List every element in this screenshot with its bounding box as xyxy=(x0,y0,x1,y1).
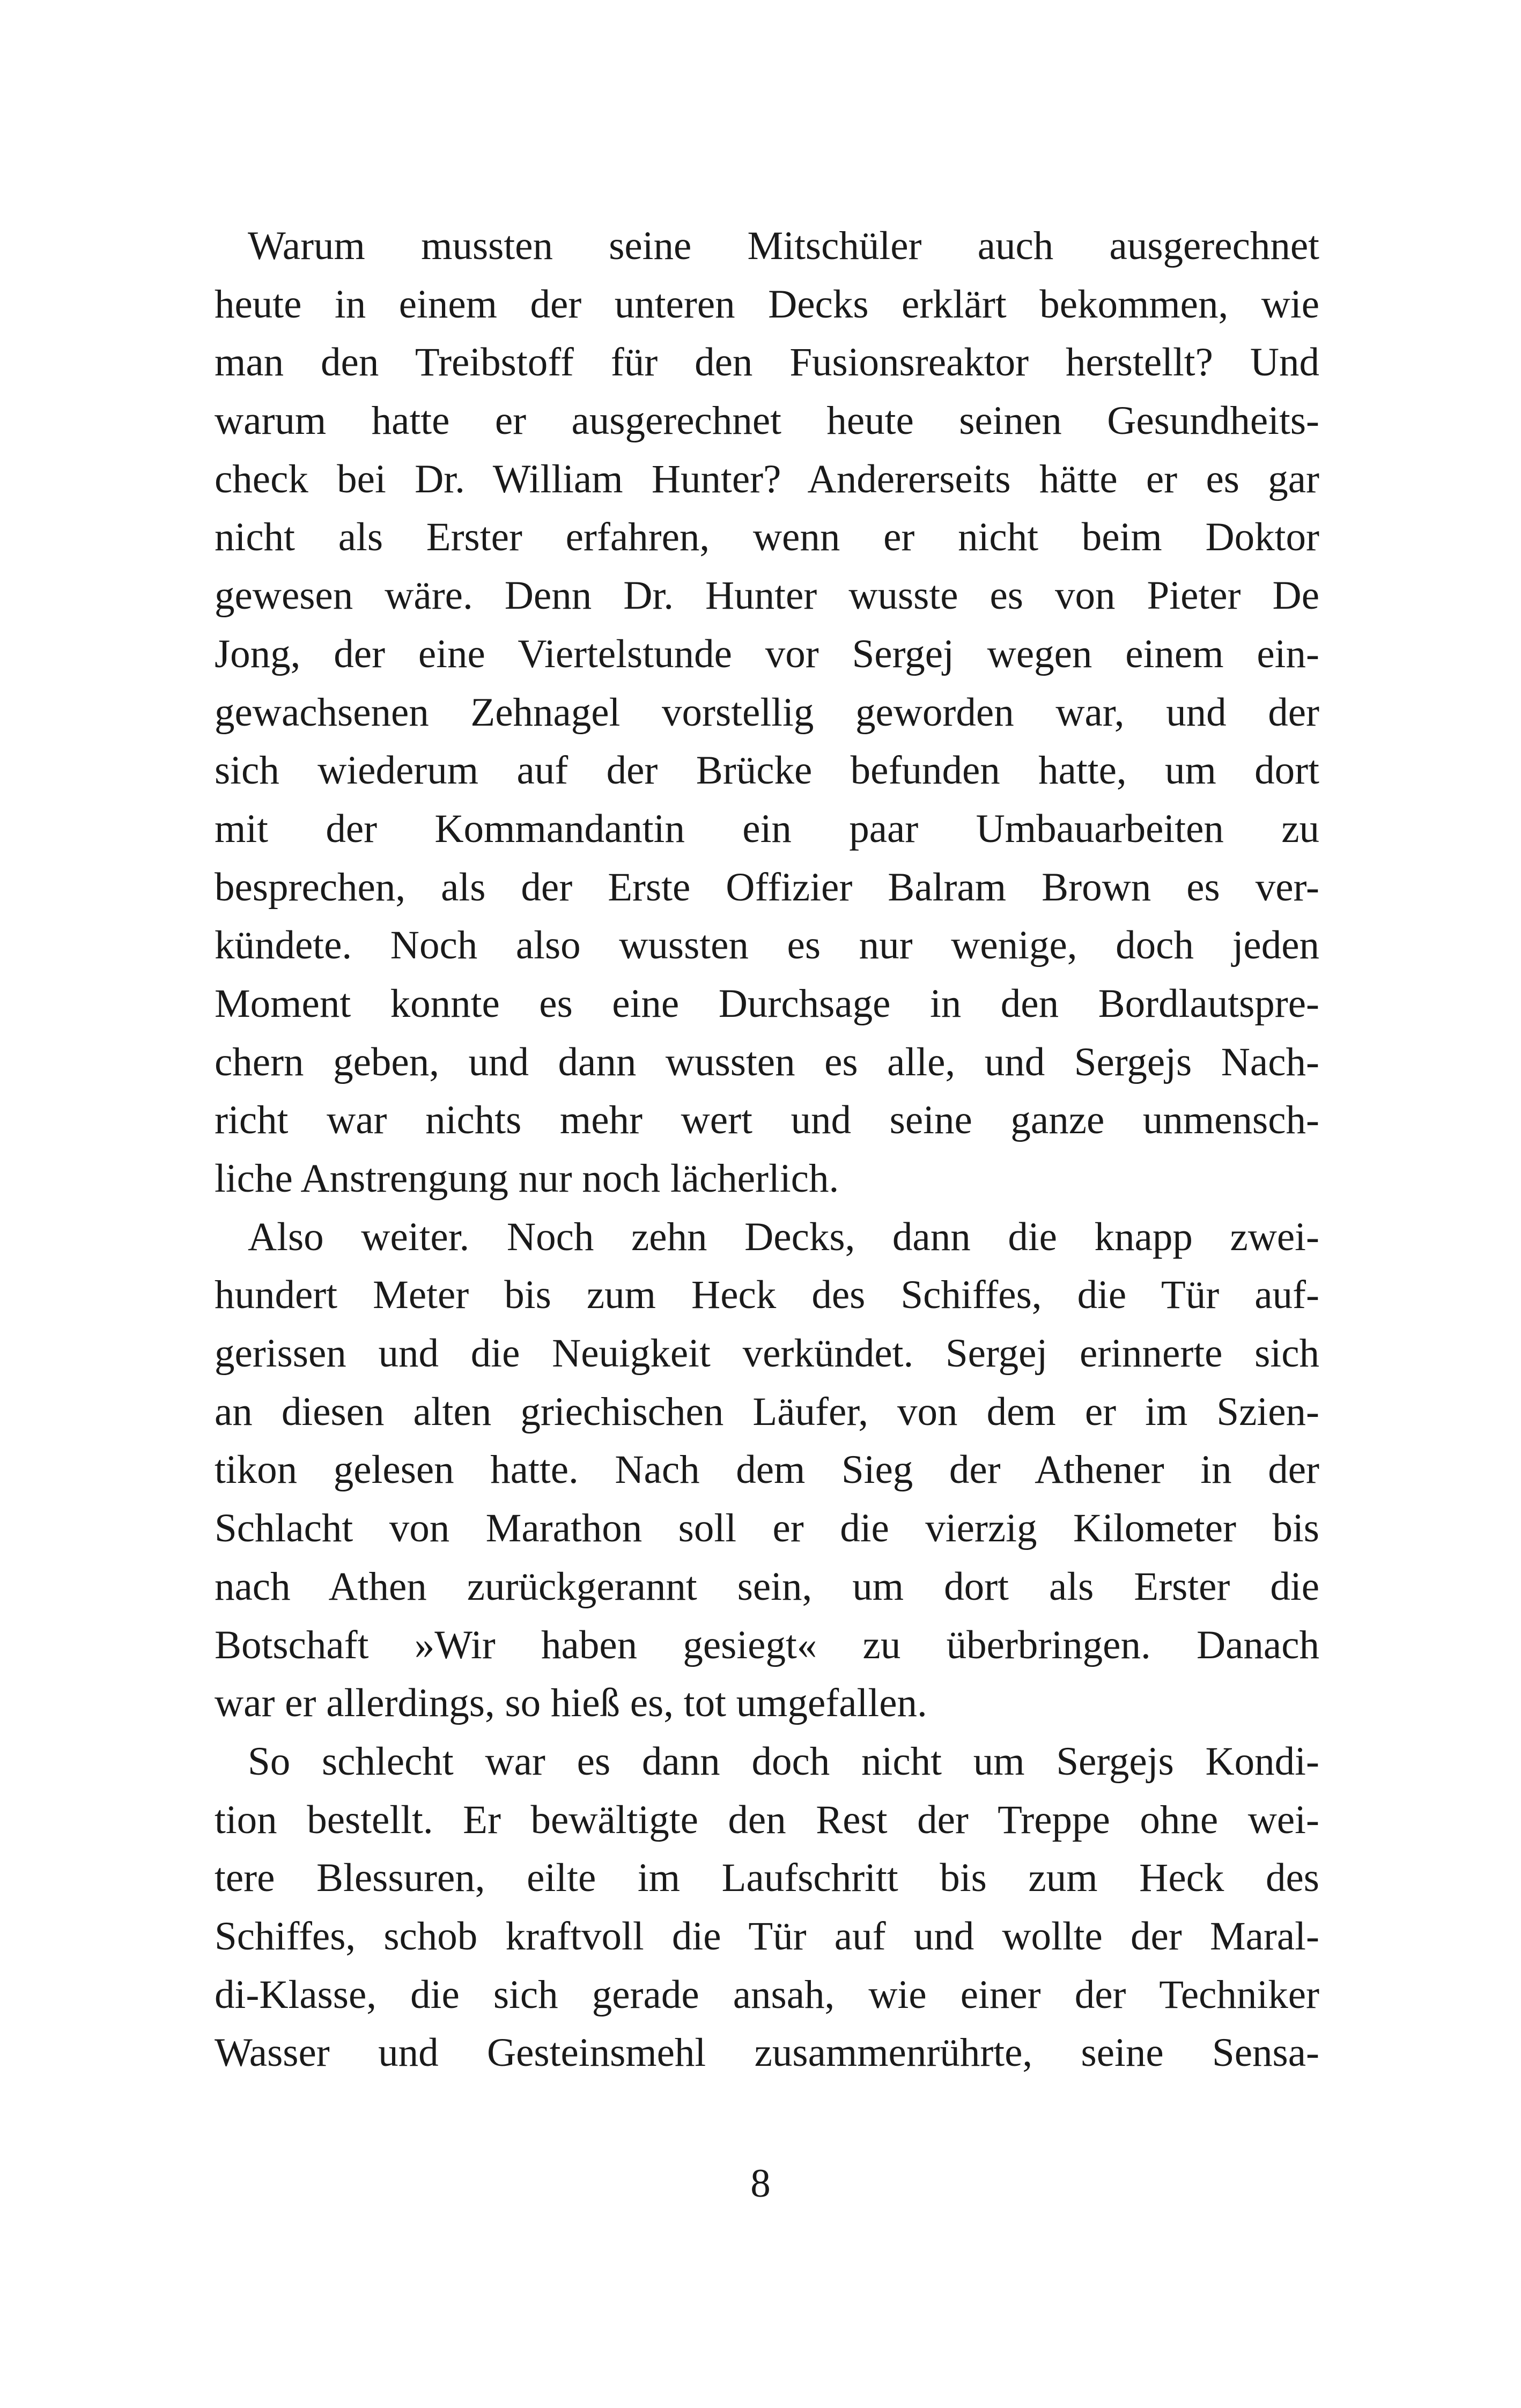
text-line: hundert Meter bis zum Heck des Schiffes, die Tür auf- xyxy=(215,1273,1319,1318)
text-line: nicht als Erster erfahren, wenn er nicht beim Doktor xyxy=(215,515,1319,560)
text-line: warum hatte er ausgerechnet heute seinen Gesundheits- xyxy=(215,398,1319,444)
text-line: Wasser und Gesteinsmehl zusammenrührte, seine Sensa- xyxy=(215,2030,1319,2075)
page-number: 8 xyxy=(750,2161,771,2206)
text-line: Jong, der eine Viertelstunde vor Sergej wegen einem ein- xyxy=(215,631,1319,676)
text-line: tikon gelesen hatte. Nach dem Sieg der Athener in der xyxy=(215,1447,1319,1493)
text-line: an diesen alten griechischen Läufer, von dem er im Szien- xyxy=(215,1389,1319,1434)
text-line: war er allerdings, so hieß es, tot umgefallen. xyxy=(215,1681,927,1726)
text-line: Schlacht von Marathon soll er die vierzig Kilometer bis xyxy=(215,1506,1319,1551)
text-line: Botschaft »Wir haben gesiegt« zu überbringen. Danach xyxy=(215,1622,1319,1667)
text-line: Moment konnte es eine Durchsage in den Bordlautspre- xyxy=(215,981,1319,1026)
text-line: tion bestellt. Er bewältigte den Rest der Treppe ohne wei- xyxy=(215,1797,1319,1842)
text-line: man den Treibstoff für den Fusionsreaktor herstellt? Und xyxy=(215,340,1319,385)
body-text xyxy=(215,217,1319,2082)
text-line: kündete. Noch also wussten es nur wenige, doch jeden xyxy=(215,923,1319,968)
text-line: Warum mussten seine Mitschüler auch ausgerechnet xyxy=(248,224,1319,268)
text-line: liche Anstrengung nur noch lächerlich. xyxy=(215,1156,839,1201)
text-line: Schiffes, schob kraftvoll die Tür auf und wollte der Maral- xyxy=(215,1914,1319,1959)
text-line: check bei Dr. William Hunter? Andererseits hätte er es gar xyxy=(215,456,1319,501)
text-line: chern geben, und dann wussten es alle, und Sergejs Nach- xyxy=(215,1039,1319,1084)
text-line: heute in einem der unteren Decks erklärt bekommen, wie xyxy=(215,282,1319,327)
text-line: gewesen wäre. Denn Dr. Hunter wusste es von Pieter De xyxy=(215,573,1319,618)
text-line: besprechen, als der Erste Offizier Balram Brown es ver- xyxy=(215,865,1319,910)
text-line: gerissen und die Neuigkeit verkündet. Sergej erinnerte sich xyxy=(215,1331,1319,1376)
text-line: So schlecht war es dann doch nicht um Sergejs Kondi- xyxy=(248,1739,1319,1784)
text-line: gewachsenen Zehnagel vorstellig geworden war, und der xyxy=(215,690,1319,735)
text-line: richt war nichts mehr wert und seine ganze unmensch- xyxy=(215,1098,1319,1143)
text-line: mit der Kommandantin ein paar Umbauarbeiten zu xyxy=(215,806,1319,851)
text-line: Also weiter. Noch zehn Decks, dann die knapp zwei- xyxy=(248,1214,1319,1259)
text-line: nach Athen zurückgerannt sein, um dort als Erster die xyxy=(215,1564,1319,1609)
text-line: sich wiederum auf der Brücke befunden hatte, um dort xyxy=(215,748,1319,793)
text-line: tere Blessuren, eilte im Laufschritt bis zum Heck des xyxy=(215,1856,1319,1901)
text-line: di-Klasse, die sich gerade ansah, wie einer der Techniker xyxy=(215,1972,1319,2017)
